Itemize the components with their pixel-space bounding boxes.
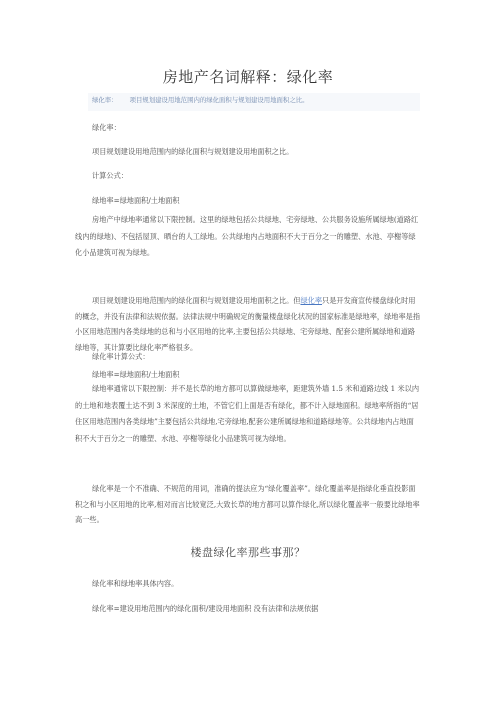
paragraph-text-end: 只是开发商宣传楼盘绿化时用的概念，并没有法律和法规依据。法律法规中明确规定的衡量楼盘绿化状况的国家标准是绿地率，绿地率是指小区用地范围内各类绿地的总和与小区用地的比率,主要包括公共绿地、宅旁绿地、配套公建所属绿地和道路绿地等，其计算要比绿化率严格很多。: [75, 296, 421, 352]
paragraph-text-start: 项目规划建设用地范围内的绿化面积与规划建设用地面积之比。但: [92, 296, 301, 305]
formula-label: 计算公式：: [92, 171, 128, 180]
calc-formula-label: 绿化率计算公式：: [92, 352, 150, 361]
page-title: 房地产名词解释：绿化率: [162, 68, 334, 86]
green-rate-link[interactable]: 绿化率: [300, 296, 323, 305]
summary-label: 绿化率：: [92, 96, 118, 104]
term-definition: 项目规划建设用地范围内的绿化面积与规划建设用地面积之比。: [92, 147, 294, 156]
formula: 绿地率=绿地面积/土地面积: [92, 196, 180, 205]
calc-formula: 绿地率=绿地面积/土地面积: [92, 370, 180, 379]
term-label: 绿化率：: [92, 123, 121, 132]
paragraph-greenland-rules: 绿地率通常以下限控制：并不是长草的地方都可以算做绿地率，距建筑外墙 1.5 米和道路边线 1 米以内的土地和地表覆土达不到 3 米深度的土地，不管它们上面是否有绿化，都不计入绿地面积。绿地率所指的“居住区用地范围内各类绿地”主要包括公共绿地,宅旁绿地,配套公建所属绿地和道路绿地等。公共绿地内占地面积不大于百分之一的雕塑、水池、亭榭等绿化小品建筑可视为绿地。: [75, 384, 420, 443]
summary-text: 项目规划建设用地范围内的绿化面积与规划建设用地面积之比。: [129, 96, 309, 104]
green-rate-formula-line: 绿化率=建设用地范围内的绿化面积/建设用地面积 没有法律和法规依据: [92, 604, 319, 613]
paragraph-coverage-rate: 绿化率是一个不准确、不规范的用词，准确的提法应为“绿化覆盖率”。绿化覆盖率是指绿化垂直投影面积之和与小区用地的比率,相对而言比较宽泛,大致长草的地方都可以算作绿化,所以绿化覆盖率一般要比绿地率高一些。: [75, 484, 420, 524]
paragraph-green-rate-vs-greenland: [75, 293, 420, 355]
summary-box: [88, 93, 420, 111]
content-intro-line: 绿化率和绿地率具体内容。: [92, 579, 179, 588]
section-heading: 楼盘绿化率那些事那？: [190, 546, 306, 559]
paragraph-green-rate-control: 房地产中绿地率通常以下限控制。这里的绿地包括公共绿地、宅旁绿地、公共服务设施所属绿地(道路红线内的绿地)、不包括屋顶、晒台的人工绿地。公共绿地内占地面积不大于百分之一的雕塑、水池、亭榭等绿化小品建筑可视为绿地。: [75, 215, 419, 257]
